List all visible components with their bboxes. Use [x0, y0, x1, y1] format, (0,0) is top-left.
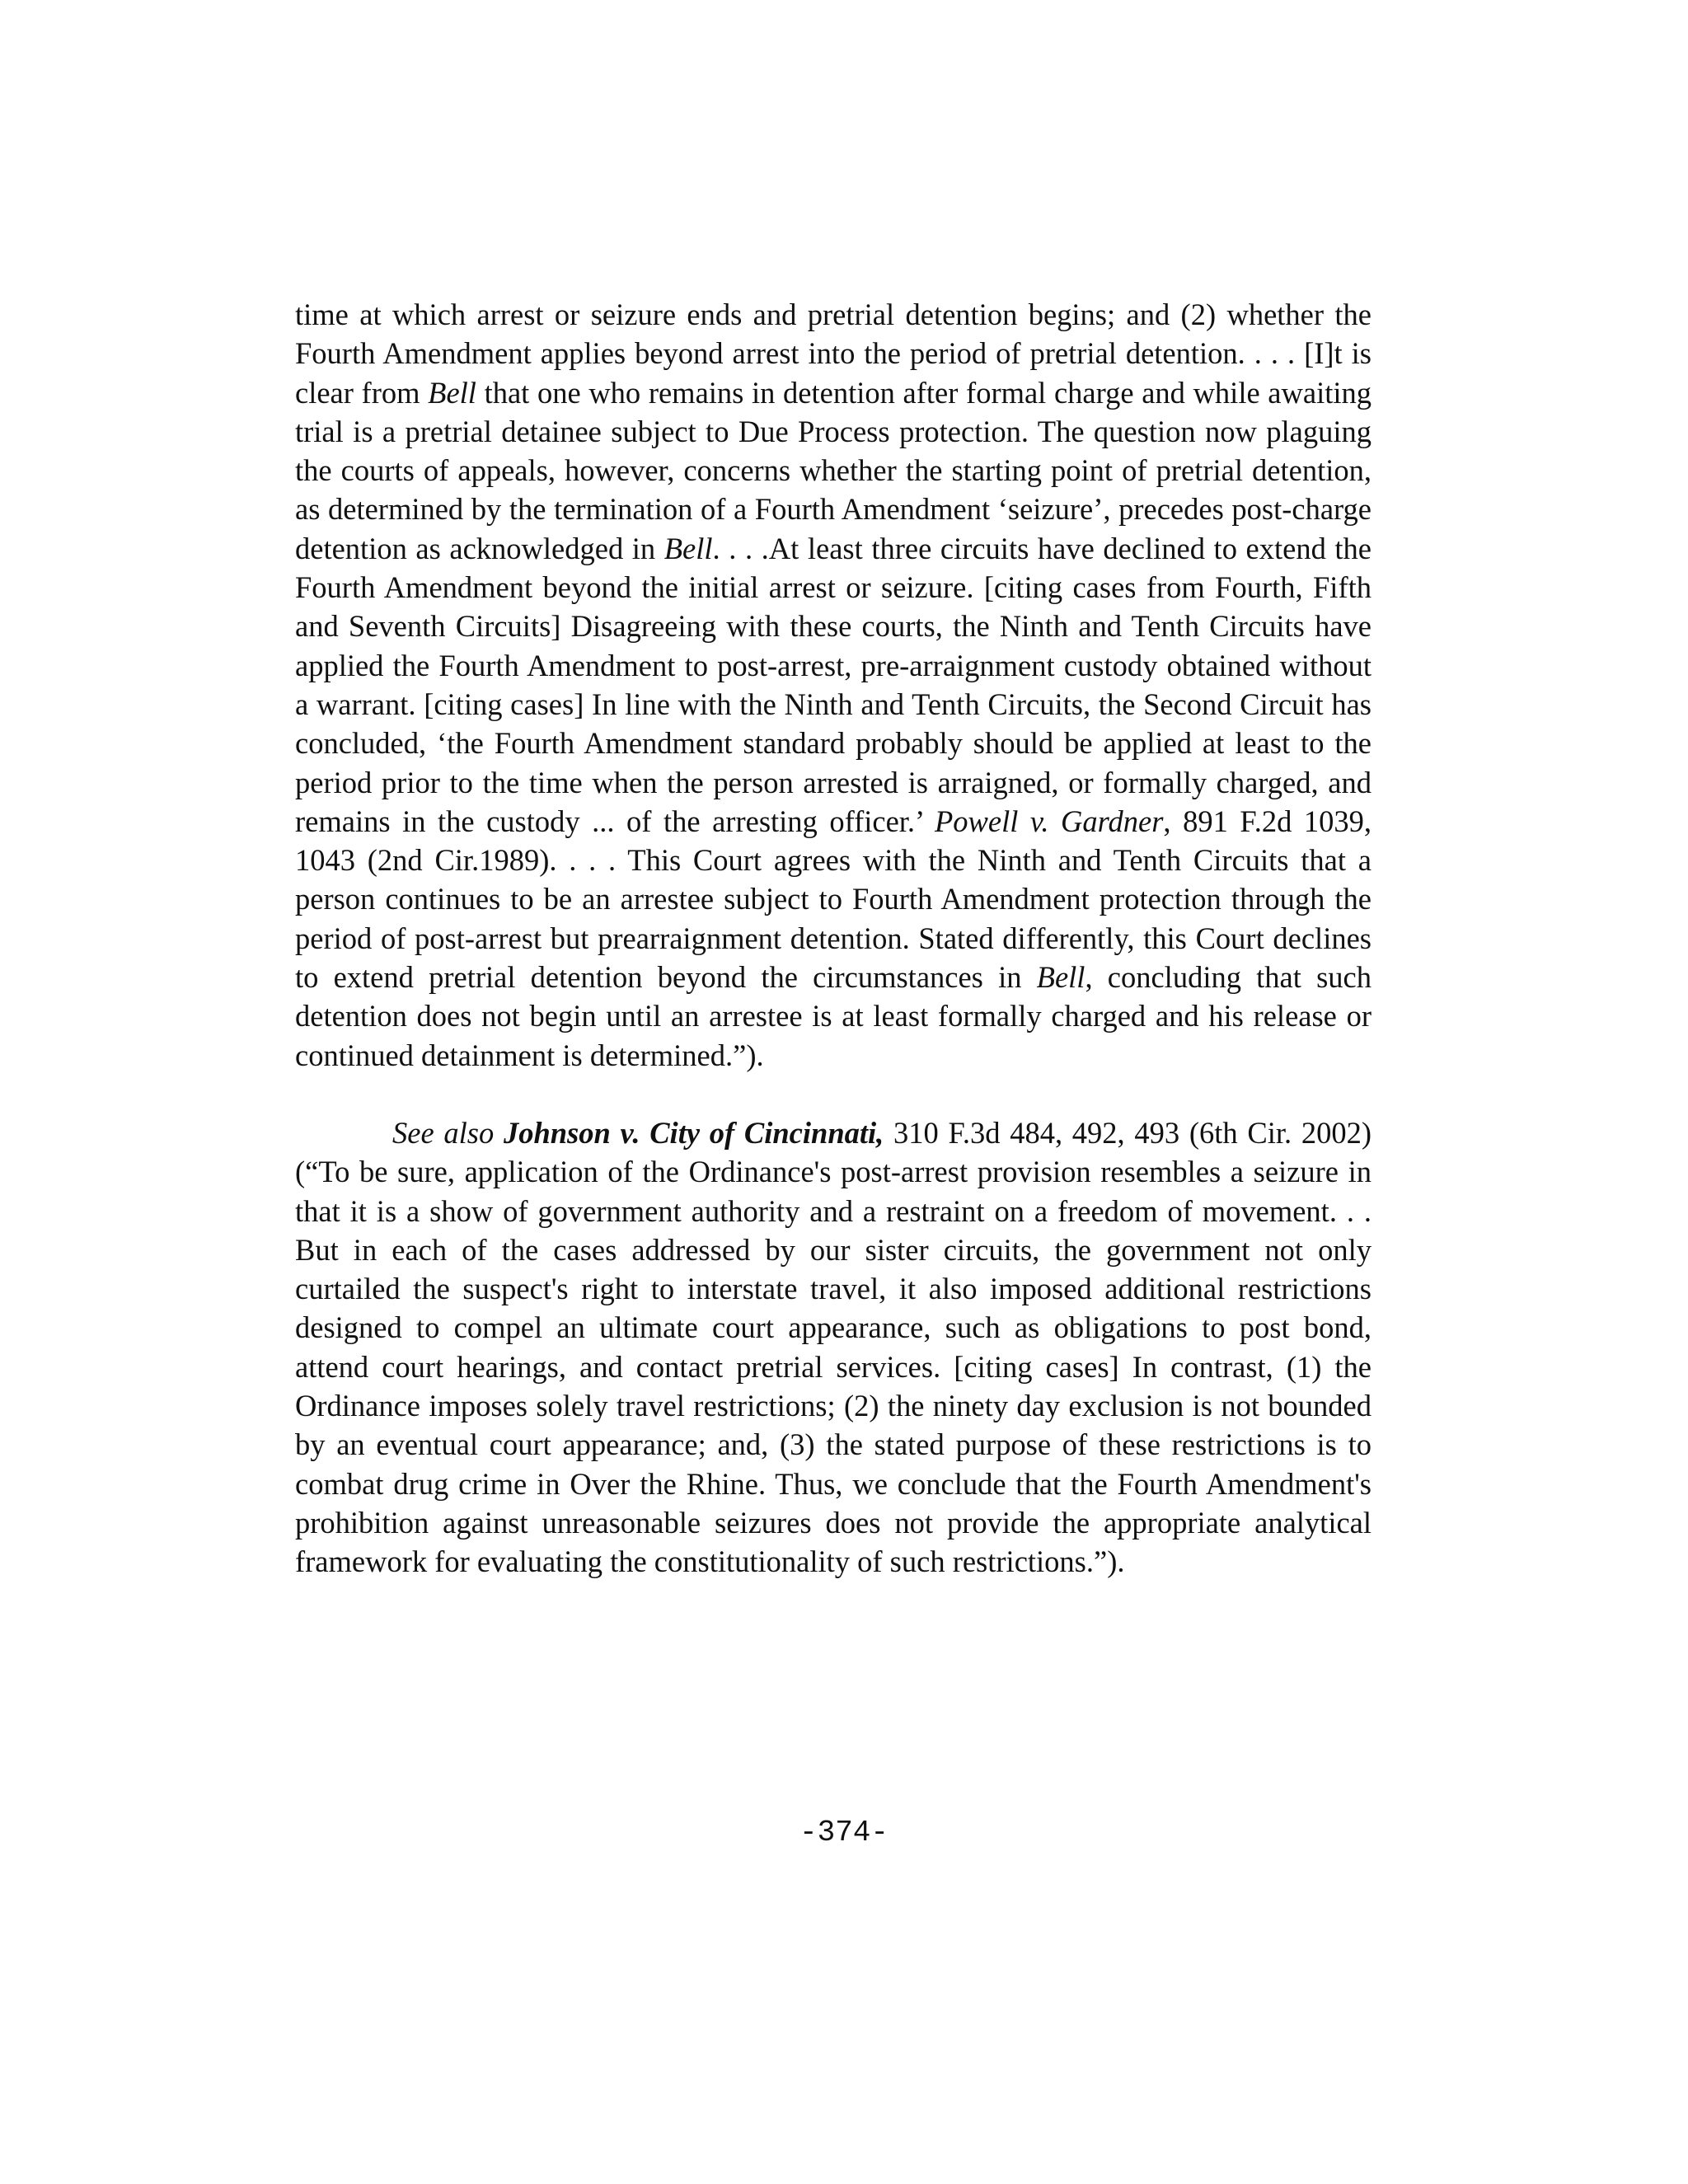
- document-body: [295, 295, 1372, 1582]
- case-name-bell: Bell: [1036, 960, 1085, 995]
- text-run: , 891 F.2d 1039, 1043 (2nd Cir.1989). . . . This Court agrees with the Ninth and Tenth Circuits that a person continues to be an arrestee subject to Fourth Amendment protection through the period of post-arrest but prearraignment detention. Stated differently, this Court declines to extend pretrial detention beyond the circumstances in: [295, 804, 1372, 995]
- text-run: 310 F.3d 484, 492, 493 (6th Cir. 2002) (“To be sure, application of the Ordinance's post-arrest provision resembles a seizure in that it is a show of government authority and a restraint on a freedom of movement. . . But in each of the cases addressed by our sister circuits, the government not only curtailed the suspect's right to interstate travel, it also imposed additional restrictions designed to compel an ultimate court appearance, such as obligations to post bond, attend court hearings, and contact pretrial services. [citing cases] In contrast, (1) the Ordinance imposes solely travel restrictions; (2) the ninety day exclusion is not bounded by an eventual court appearance; and, (3) the stated purpose of these restrictions is to combat drug crime in Over the Rhine. Thus, we conclude that the Fourth Amendment's prohibition against unreasonable seizures does not provide the appropriate analytical framework for evaluating the constitutionality of such restrictions.”).: [295, 1115, 1372, 1579]
- paragraph: [295, 295, 1372, 1075]
- paragraph: [295, 1113, 1372, 1582]
- case-name-bell: Bell: [663, 531, 713, 565]
- signal-see-also: See also: [392, 1115, 495, 1150]
- text-run: . . . .At least three circuits have declined to extend the Fourth Amendment beyond the initial arrest or seizure. [citing cases from Fourth, Fifth and Seventh Circuits] Disagreeing with these courts, the Ninth and Tenth Circuits have applied the Fourth Amendment to post-arrest, pre-arraignment custody obtained without a warrant. [citing cases] In line with the Ninth and Tenth Circuits, the Second Circuit has concluded, ‘the Fourth Amendment standard probably should be applied at least to the period prior to the time when the person arrested is arraigned, or formally charged, and remains in the custody ... of the arresting officer.’: [295, 531, 1372, 838]
- text-run: that one who remains in detention after formal charge and while awaiting trial is a pretrial detainee subject to Due Process protection. The question now plaguing the courts of appeals, however, concerns whether the starting point of pretrial detention, as determined by the termination of a Fourth Amendment ‘seizure’, precedes post-charge detention as acknowledged in: [295, 375, 1372, 565]
- page-number: -374-: [799, 1816, 889, 1849]
- case-name-powell-v-gardner: Powell v. Gardner: [935, 804, 1164, 838]
- text-run: [494, 1116, 504, 1150]
- case-name-bell: Bell: [428, 375, 476, 410]
- text-run: time at which arrest or seizure ends and pretrial detention begins; and (2) whether the Fourth Amendment applies beyond arrest into the period of pretrial detention. . . . [I]t is clear from: [295, 298, 1372, 410]
- text-run: , concluding that such detention does not begin until an arrestee is at least formally charged and his release or continued detainment is determined.”).: [295, 960, 1372, 1072]
- case-name-johnson-v-city-of-cincinnati: Johnson v. City of Cincinnati,: [503, 1115, 884, 1150]
